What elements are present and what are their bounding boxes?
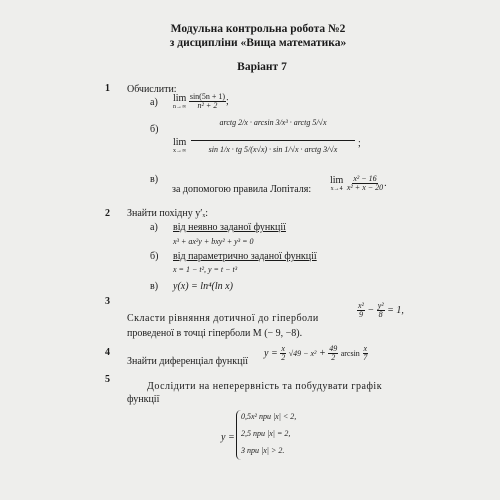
task-2c-label: в) xyxy=(150,281,159,292)
task-1c-formula: lim x→4 $\frac{\text{x² − 16}}{\text{x² + x − 20}}$ . xyxy=(330,174,387,193)
task-2a-text: від неявно заданої функції xyxy=(173,222,286,233)
task-4-formula: y = $\frac{x}{2}$ √49 − x² + $\frac{49}{2}$ arcsin $\frac{x}{7}$ xyxy=(264,344,368,363)
task-2a-formula: x³ + ax²y + bxy² + y³ = 0 xyxy=(173,237,254,246)
task-5-case-3: 3 при |x| > 2. xyxy=(241,446,285,455)
task-4-text: Знайти диференціал функції xyxy=(127,356,249,367)
task-2-number: 2 xyxy=(105,208,110,219)
task-1-number: 1 xyxy=(105,83,110,94)
task-1a-label: а) xyxy=(150,97,158,108)
title-line-1: Модульна контрольна робота №2 xyxy=(170,23,346,35)
task-5-number: 5 xyxy=(105,374,110,385)
task-5-line-2: функції xyxy=(127,394,160,405)
title-line-2: з дисципліни «Вища математика» xyxy=(169,37,347,49)
variant-label: Варіант 7 xyxy=(237,61,287,73)
task-2-intro: Знайти похідну y′ₓ: xyxy=(127,208,209,219)
task-3-equation: $\frac{\text{x²}}{9}$ − $\frac{\text{y²}}{8}$ = 1, xyxy=(358,301,404,320)
task-3-line-2: проведеної в точці гіперболи M (− 9, −8). xyxy=(127,328,303,339)
task-5-line-1: Дослідити на неперервність та побудувати графік xyxy=(147,381,383,392)
task-2b-text: від параметрично заданої функції xyxy=(173,251,317,262)
task-1c-label: в) xyxy=(150,174,159,185)
task-2b-formula: x = 1 − t², y = t − t³ xyxy=(173,265,238,274)
task-1a-formula: lim n→∞ $\frac{\sin(5n + 1)}{\text{n² + 2}}$ ; xyxy=(173,92,229,111)
task-2b-label: б) xyxy=(150,251,159,262)
task-4-number: 4 xyxy=(105,347,110,358)
task-5-case-2: 2,5 при |x| = 2, xyxy=(241,429,291,438)
task-1c-text: за допомогою правила Лопіталя: xyxy=(172,184,312,195)
task-1-intro: Обчислити: xyxy=(127,84,177,95)
task-1b-label: б) xyxy=(150,124,159,135)
task-3-line-1: Скласти рівняння дотичної до гіперболи xyxy=(127,313,319,324)
exam-sheet: Модульна контрольна робота №2 з дисципліни «Вища математика» Варіант 7 1 Обчислити: а) lim n→∞ $\frac{\sin(5n + 1)}{\text{n² + 2}}$ ; б) lim x→∞ arctg 2/x · arcsin 3/x³ · arctg 5/√x sin 1/x · tg 5/(x√x) · sin 1/√x · arctg 3/√x ; в) за допомогою правила Лопіталя: lim x→4 $\frac{\text{x² − 16}}{\text{x² + x − 20}}$ . 2 Знайти похідну y′ₓ: а) від неявно заданої функції x³ + ax²y + bxy² + y³ = 0 б) від параметрично заданої функції x = 1 − t², y = t − t³ в) y(x) = ln⁴(ln x) 3 Скласти рівняння дотичної до гіперболи $\frac{\text{x²}}{9}$ − $\frac{\text{y²}}{8}$ = 1, проведеної в точці гіперболи M (− 9, −8). 4 Знайти диференціал функції y = $\frac{x}{2}$ √49 − x² + $\frac{49}{2}$ arcsin $\frac{x}{7}$ 5 Дослідити на неперервність та побудувати графік функції y = 0,5x² при |x| < 2, 2,5 при |x| = 2, 3 при |x| > 2. xyxy=(0,0,500,500)
task-3-number: 3 xyxy=(105,296,110,307)
task-2a-label: а) xyxy=(150,222,158,233)
task-5-y-equals: y = xyxy=(221,432,235,443)
task-2c-formula: y(x) = ln⁴(ln x) xyxy=(173,281,233,292)
task-5-case-1: 0,5x² при |x| < 2, xyxy=(241,412,297,421)
